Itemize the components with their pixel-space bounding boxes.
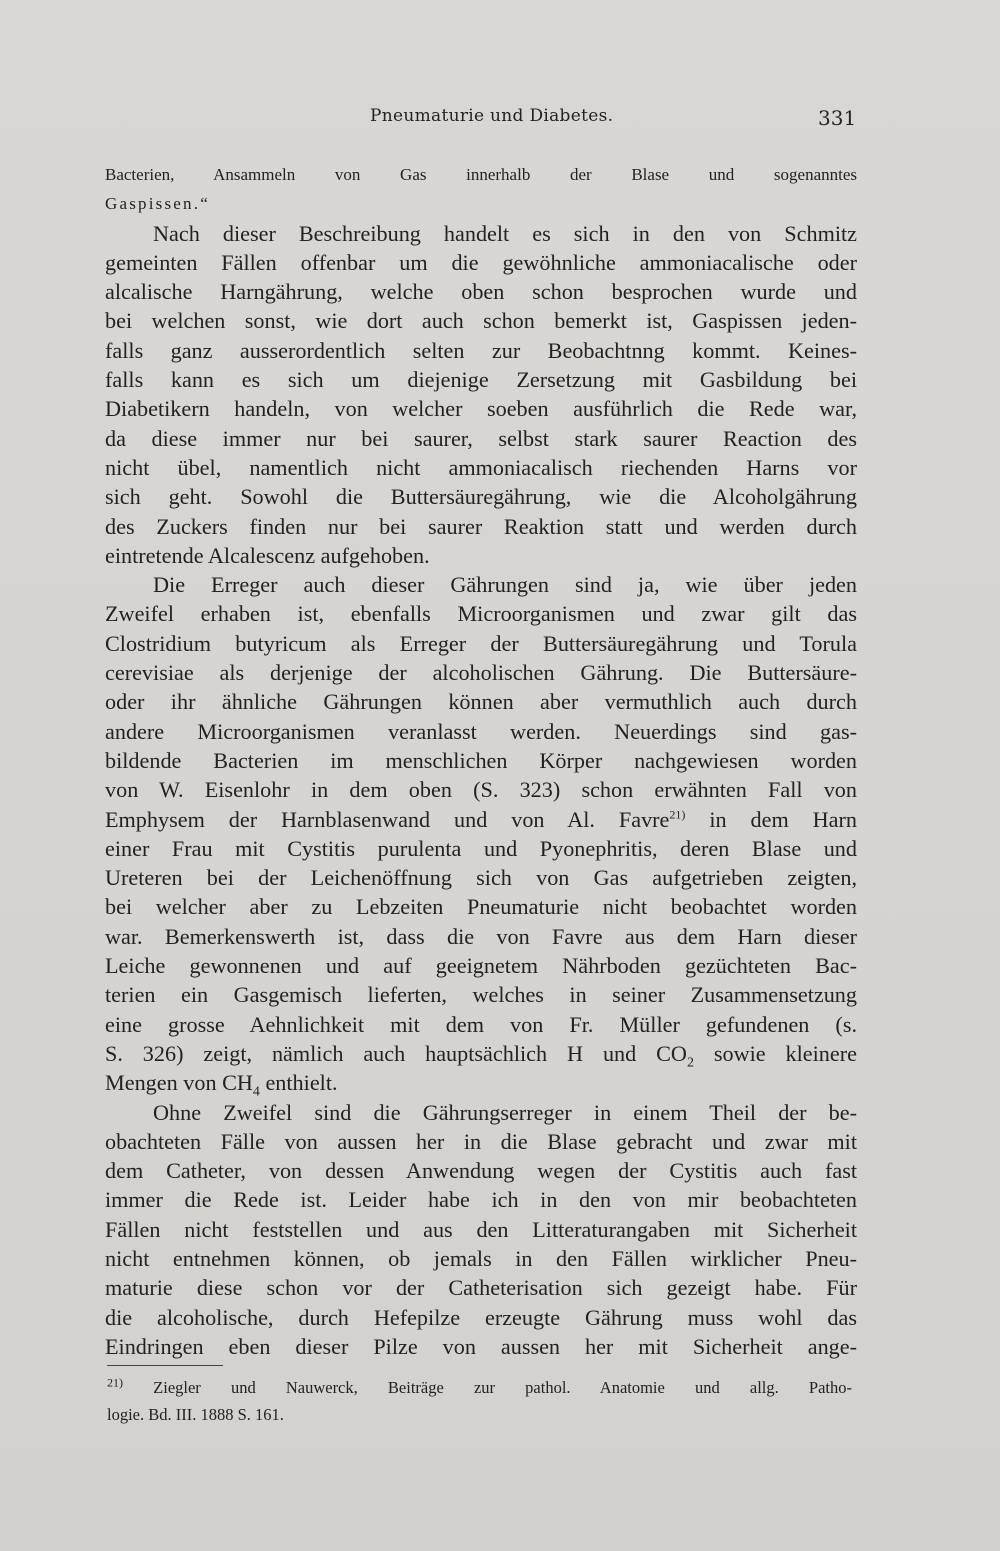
page-number: 331	[818, 106, 857, 130]
text-line: Die Erreger auch dieser Gährungen sind ja, wie über jeden	[153, 572, 857, 598]
line-text: Mengen von CH	[105, 1070, 253, 1096]
text-line: sich geht. Sowohl die Buttersäuregährung, wie die Alcoholgährung	[105, 484, 857, 510]
text-line: da diese immer nur bei saurer, selbst stark saurer Reaction des	[105, 425, 857, 451]
text-line: Diabetikern handeln, von welcher soeben ausführlich die Rede war,	[105, 396, 857, 422]
text-line: war. Bemerkenswerth ist, dass die von Favre aus dem Harn dieser	[105, 923, 857, 949]
text-line: oder ihr ähnliche Gährungen können aber vermuthlich auch durch	[105, 689, 857, 715]
text-line: Nach dieser Beschreibung handelt es sich in den von Schmitz	[153, 220, 857, 246]
line-text: enthielt.	[259, 1070, 338, 1096]
line-text: sowie kleinere	[693, 1040, 857, 1066]
text-line: falls ganz ausserordentlich selten zur Beobachtnng kommt. Keines-	[105, 337, 857, 363]
running-title: Pneumaturie und Diabetes.	[370, 106, 614, 126]
text-line: einer Frau mit Cystitis purulenta und Pyonephritis, deren Blase und	[105, 835, 857, 861]
text-line	[105, 1068, 857, 1100]
text-line: bei welcher aber zu Lebzeiten Pneumaturie nicht beobachtet worden	[105, 894, 857, 920]
footnote-reference: 21)	[669, 807, 686, 822]
text-line: cerevisiae als derjenige der alcoholischen Gährung. Die Buttersäure-	[105, 660, 857, 686]
text-line: nicht übel, namentlich nicht ammoniacalisch riechenden Harns vor	[105, 454, 857, 480]
text-line: von W. Eisenlohr in dem oben (S. 323) schon erwähnten Fall von	[105, 777, 857, 803]
text-line: Gaspissen.“	[105, 194, 210, 214]
text-line: Fällen nicht feststellen und aus den Litteraturangaben mit Sicherheit	[105, 1216, 857, 1242]
text-line: dem Catheter, von dessen Anwendung wegen der Cystitis auch fast	[105, 1158, 857, 1184]
text-line: maturie diese schon vor der Catheterisation sich gezeigt habe. Für	[105, 1275, 857, 1301]
text-line: eine grosse Aehnlichkeit mit dem von Fr. Müller gefundenen (s.	[105, 1011, 857, 1037]
text-line: des Zuckers finden nur bei saurer Reaktion statt und werden durch	[105, 513, 857, 539]
text-line: Zweifel erhaben ist, ebenfalls Microorganismen und zwar gilt das	[105, 601, 857, 627]
footnote-marker: 21)	[107, 1375, 123, 1390]
text-line: die alcoholische, durch Hefepilze erzeugte Gährung muss wohl das	[105, 1304, 857, 1330]
text-line: eintretende Alcalescenz aufgehoben.	[105, 542, 430, 568]
text-line: bei welchen sonst, wie dort auch schon bemerkt ist, Gaspissen jeden-	[105, 308, 857, 334]
footnote-divider	[107, 1365, 223, 1366]
text-line: nicht entnehmen können, ob jemals in den Fällen wirklicher Pneu-	[105, 1245, 857, 1271]
footnote-text: Ziegler und Nauwerck, Beiträge zur pathol. Anatomie und allg. Patho-	[123, 1378, 852, 1397]
text-line: Clostridium butyricum als Erreger der Buttersäuregährung und Torula	[105, 630, 857, 656]
text-line: Ohne Zweifel sind die Gährungserreger in einem Theil der be-	[153, 1099, 857, 1125]
text-line: obachteten Fälle von aussen her in die Blase gebracht und zwar mit	[105, 1128, 857, 1154]
line-text: in dem Harn	[685, 806, 857, 832]
text-line: Ureteren bei der Leichenöffnung sich von Gas aufgetrieben zeigten,	[105, 865, 857, 891]
line-text: S. 326) zeigt, nämlich auch hauptsächlich H und CO	[105, 1040, 687, 1066]
body-text	[105, 160, 857, 1361]
text-line: Eindringen eben dieser Pilze von aussen her mit Sicherheit ange-	[105, 1333, 857, 1359]
text-line: andere Microorganismen veranlasst werden. Neuerdings sind gas-	[105, 718, 857, 744]
footnote	[107, 1374, 852, 1428]
text-line	[105, 1039, 857, 1071]
text-line: terien ein Gasgemisch lieferten, welches in seiner Zusammensetzung	[105, 982, 857, 1008]
text-line: alcalische Harngährung, welche oben schon besprochen wurde und	[105, 279, 857, 305]
footnote-line: logie. Bd. III. 1888 S. 161.	[107, 1405, 284, 1424]
text-line: immer die Rede ist. Leider habe ich in den von mir beobachteten	[105, 1187, 857, 1213]
text-line: Leiche gewonnenen und auf geeignetem Nährboden gezüchteten Bac-	[105, 953, 857, 979]
text-line: Bacterien, Ansammeln von Gas innerhalb der Blase und sogenanntes	[105, 165, 857, 184]
text-line: gemeinten Fällen offenbar um die gewöhnliche ammoniacalische oder	[105, 249, 857, 275]
subscript: 2	[686, 1055, 694, 1071]
line-text: Emphysem der Harnblasenwand und von Al. Favre	[105, 806, 670, 832]
footnote-line	[107, 1374, 852, 1401]
text-line: bildende Bacterien im menschlichen Körper nachgewiesen worden	[105, 747, 857, 773]
text-line: falls kann es sich um diejenige Zersetzung mit Gasbildung bei	[105, 367, 857, 393]
text-line	[105, 805, 857, 834]
subscript: 4	[252, 1084, 260, 1100]
